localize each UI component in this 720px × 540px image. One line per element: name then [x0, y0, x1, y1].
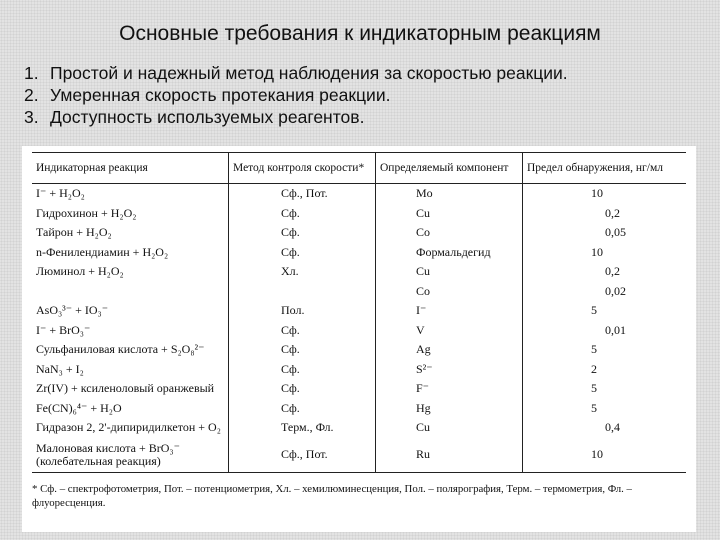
cell-component: V: [376, 321, 523, 341]
cell-reaction: Гидразон 2, 2'-дипиридилкетон + O₂: [32, 418, 229, 438]
table-row: [32, 321, 686, 341]
indicator-reactions-table: [32, 152, 686, 473]
cell-limit: 0,05: [605, 225, 626, 240]
cell-limit: 0,2: [605, 264, 620, 279]
header-reaction: Индикаторная реакция: [32, 153, 229, 184]
cell-method: Терм., Фл.: [229, 418, 376, 438]
cell-reaction: [32, 282, 229, 302]
cell-component: Hg: [376, 399, 523, 419]
cell-method: Сф.: [229, 204, 376, 224]
cell-method: Пол.: [229, 301, 376, 321]
cell-component: Ru: [376, 438, 523, 473]
cell-component: Cu: [376, 262, 523, 282]
cell-method: Сф.: [229, 243, 376, 263]
table-row: [32, 438, 686, 473]
item-text: Доступность используемых реагентов.: [50, 107, 365, 127]
cell-limit: 10: [523, 438, 687, 473]
slide-title: Основные требования к индикаторным реакциям: [119, 22, 601, 45]
item-number: 2.: [24, 85, 39, 105]
table-row: [32, 418, 686, 438]
list-item: [24, 62, 568, 84]
cell-reaction: AsO₃³⁻ + IO₃⁻: [32, 301, 229, 321]
cell-method: Сф.: [229, 379, 376, 399]
cell-reaction: Fe(CN)₆⁴⁻ + H₂O: [32, 399, 229, 419]
cell-limit: 0,01: [605, 322, 626, 337]
cell-reaction: NaN₃ + I₂: [32, 360, 229, 380]
table-row: [32, 223, 686, 243]
cell-component: Mo: [376, 184, 523, 204]
table-row: [32, 399, 686, 419]
table-row: [32, 243, 686, 263]
cell-reaction: Zr(IV) + ксиленоловый оранжевый: [32, 379, 229, 399]
list-item: [24, 106, 568, 128]
cell-reaction: I⁻ + H₂O₂: [32, 184, 229, 204]
cell-method: Сф.: [229, 360, 376, 380]
cell-method: Сф.: [229, 223, 376, 243]
table-panel: [22, 146, 696, 532]
cell-component: Cu: [376, 204, 523, 224]
cell-component: Формальдегид: [376, 243, 523, 263]
table-row: [32, 282, 686, 302]
cell-component: S²⁻: [376, 360, 523, 380]
cell-reaction: Сульфаниловая кислота + S₂O₈²⁻: [32, 340, 229, 360]
table-row: [32, 301, 686, 321]
item-text: Умеренная скорость протекания реакции.: [50, 85, 391, 105]
list-item: [24, 84, 568, 106]
cell-reaction: Малоновая кислота + BrO₃⁻ (колебательная реакция): [32, 438, 229, 473]
cell-method: Хл.: [229, 262, 376, 282]
cell-method: Сф., Пот.: [229, 438, 376, 473]
cell-limit: 5: [591, 400, 597, 415]
cell-limit: 2: [591, 361, 597, 376]
cell-reaction: Тайрон + H₂O₂: [32, 223, 229, 243]
cell-limit: 0,2: [605, 205, 620, 220]
cell-component: Ag: [376, 340, 523, 360]
cell-component: Co: [376, 223, 523, 243]
table-row: [32, 184, 686, 204]
cell-method: Сф.: [229, 399, 376, 419]
item-number: 1.: [24, 63, 39, 83]
table-body: [32, 184, 686, 473]
table-row: [32, 262, 686, 282]
table-row: [32, 379, 686, 399]
cell-component: Cu: [376, 418, 523, 438]
cell-method: Сф.: [229, 340, 376, 360]
table-footnote: * Сф. – спектрофотометрия, Пот. – потенциометрия, Хл. – хемилюминесценция, Пол. – полярография, Терм. – термометрия, Фл. – флуоресценция.: [32, 483, 632, 509]
cell-limit: 10: [591, 244, 603, 259]
table-row: [32, 340, 686, 360]
item-text: Простой и надежный метод наблюдения за скоростью реакции.: [50, 63, 568, 83]
header-limit: Предел обнаружения, нг/мл: [523, 153, 687, 184]
table-header-row: [32, 153, 686, 184]
header-method: Метод контроля скорости*: [229, 153, 376, 184]
cell-reaction: Гидрохинон + H₂O₂: [32, 204, 229, 224]
cell-component: I⁻: [376, 301, 523, 321]
table-row: [32, 360, 686, 380]
cell-limit: 5: [591, 303, 597, 318]
cell-limit: 0,02: [605, 283, 626, 298]
cell-reaction: I⁻ + BrO₃⁻: [32, 321, 229, 341]
cell-limit: 0,4: [605, 420, 620, 435]
cell-method: [229, 282, 376, 302]
table-row: [32, 204, 686, 224]
cell-reaction: n-Фенилендиамин + H₂O₂: [32, 243, 229, 263]
cell-component: Co: [376, 282, 523, 302]
cell-limit: 10: [591, 186, 603, 201]
header-component: Определяемый компонент: [376, 153, 523, 184]
cell-limit: 5: [591, 381, 597, 396]
cell-method: Сф.: [229, 321, 376, 341]
cell-limit: 5: [591, 342, 597, 357]
cell-reaction: Люминол + H₂O₂: [32, 262, 229, 282]
cell-component: F⁻: [376, 379, 523, 399]
item-number: 3.: [24, 107, 39, 127]
cell-method: Сф., Пот.: [229, 184, 376, 204]
requirements-list: [24, 62, 568, 128]
